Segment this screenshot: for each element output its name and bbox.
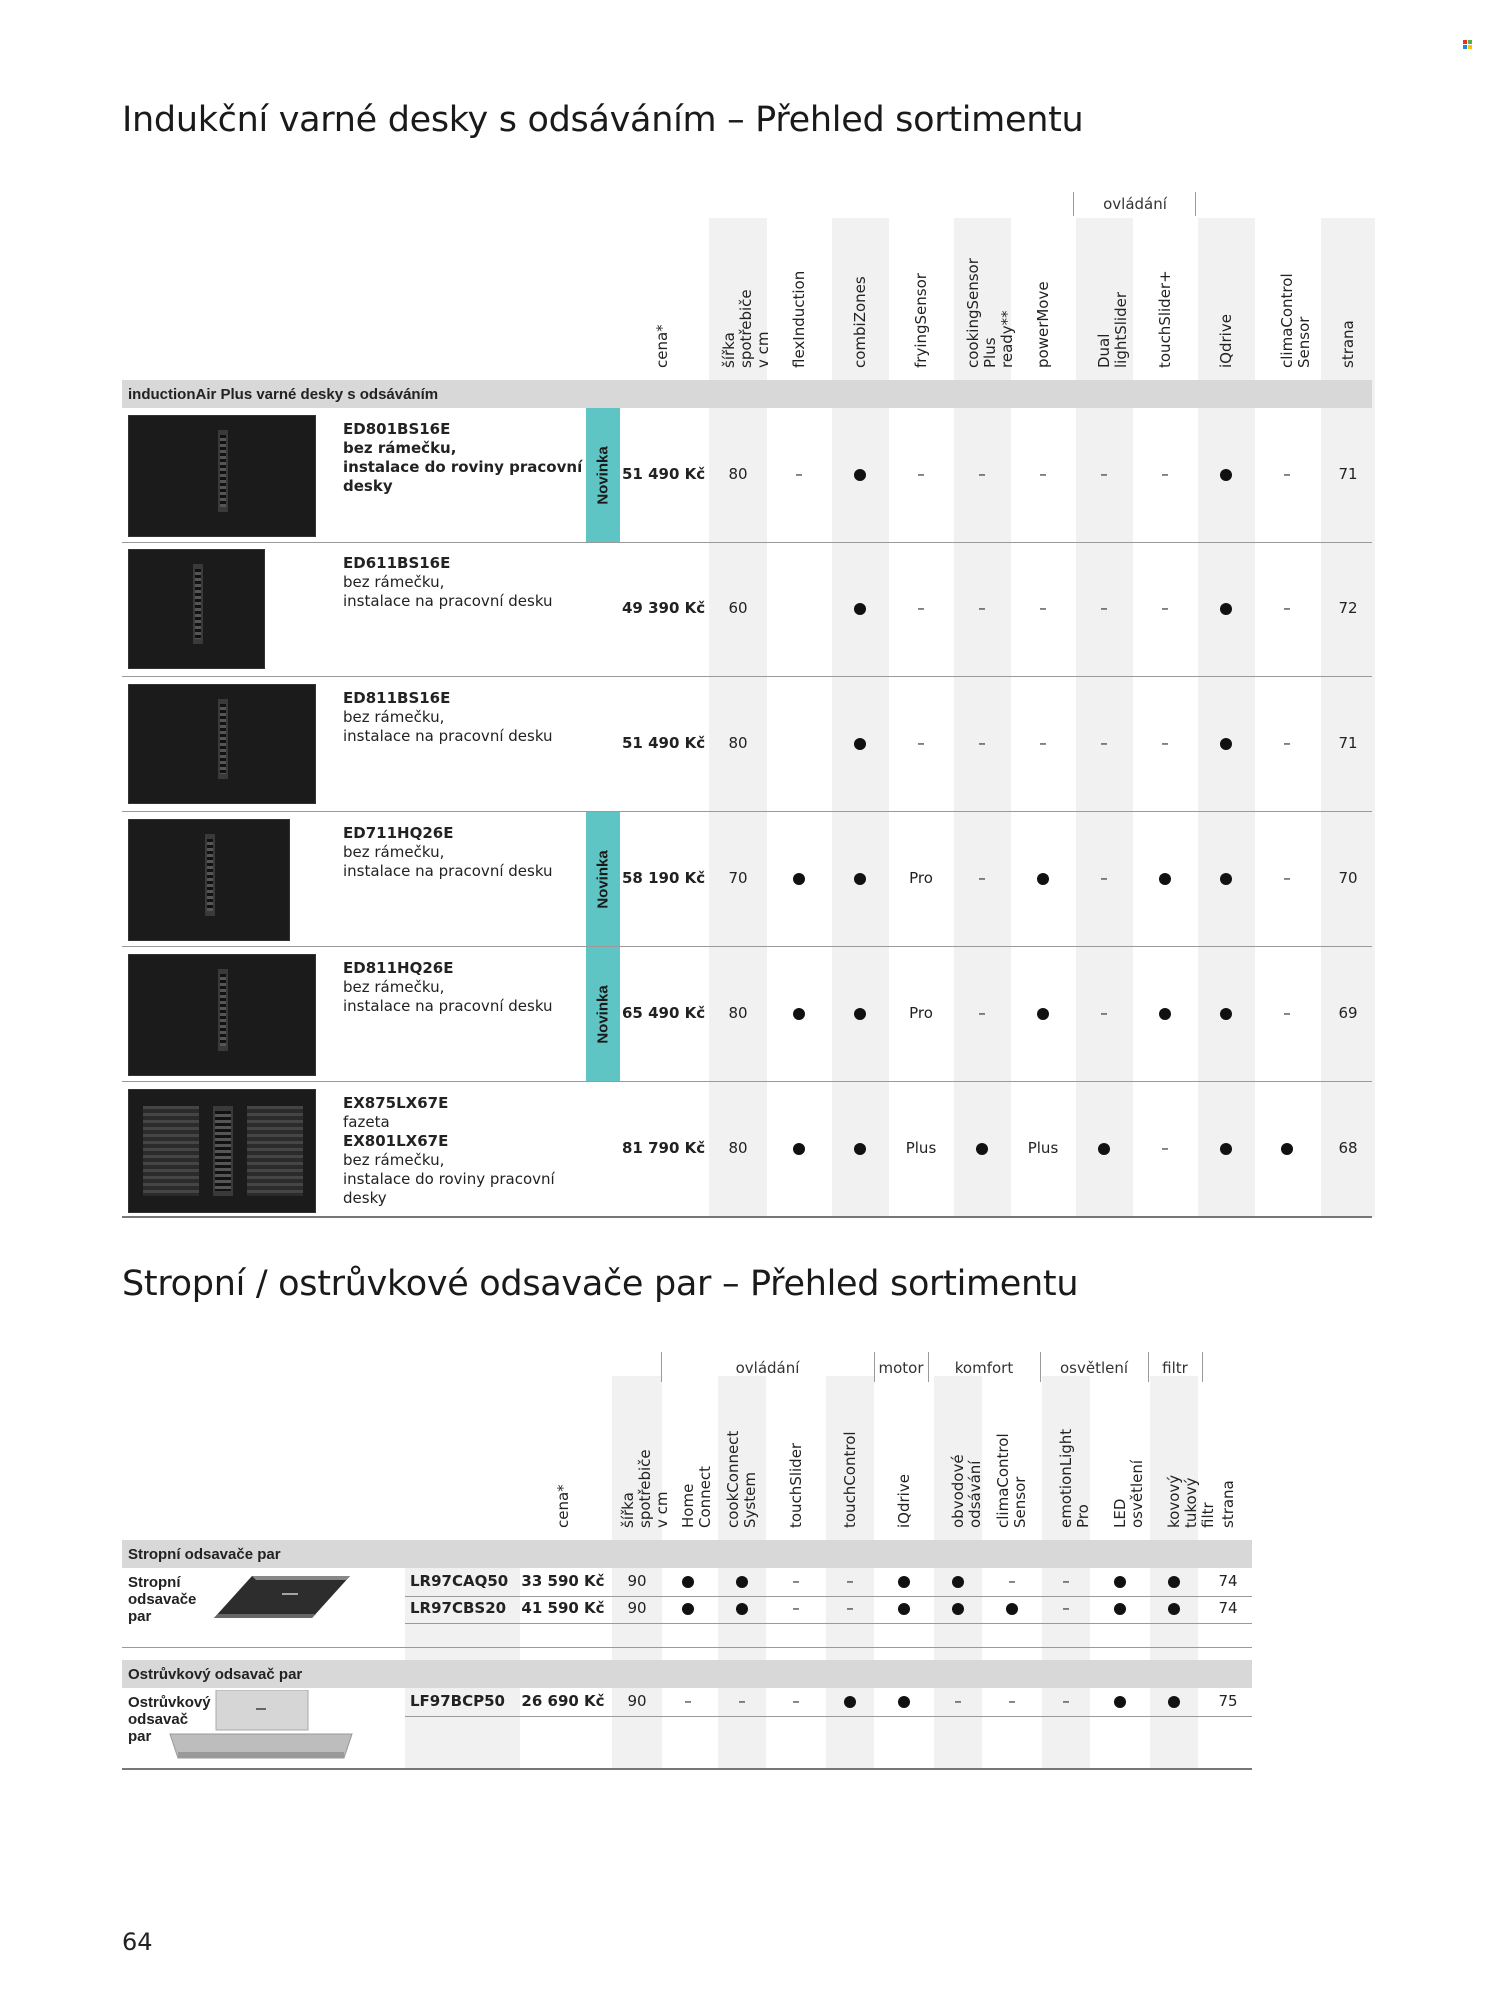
feature-cell	[1095, 1599, 1145, 1619]
description-line: instalace na pracovní desku	[343, 592, 553, 610]
feature-dot-icon	[976, 1143, 988, 1155]
feature-cell: Plus	[905, 1139, 937, 1157]
description-line: bez rámečku,	[343, 1151, 445, 1169]
model-cell: LR97CBS20	[410, 1599, 507, 1617]
feature-cell: –	[1100, 599, 1108, 617]
description-line: bez rámečku,	[343, 978, 445, 996]
column-header-label: obvodové odsávání	[948, 1454, 984, 1528]
column-header-label: cookConnect System	[724, 1430, 759, 1528]
feature-cell: 72	[1338, 599, 1358, 617]
feature-dot-icon	[793, 1008, 805, 1020]
group-label: osvětlení	[1059, 1359, 1129, 1377]
section-bar: Stropní odsavače par	[122, 1540, 1252, 1568]
novinka-label: Novinka	[594, 984, 612, 1044]
feature-dot-icon	[1220, 469, 1232, 481]
feature-dot-icon	[854, 603, 866, 615]
description-line: EX875LX67E	[343, 1094, 449, 1112]
feature-cell	[879, 1572, 929, 1592]
feature-cell	[830, 1139, 890, 1159]
feature-cell	[663, 1572, 713, 1592]
feature-cell: –	[1100, 1004, 1108, 1022]
feature-dot-icon	[898, 1603, 910, 1615]
logo-square-green	[1468, 40, 1472, 44]
feature-dot-icon	[1006, 1603, 1018, 1615]
feature-cell: 68	[1338, 1139, 1358, 1157]
model-cell: LF97BCP50	[410, 1692, 505, 1710]
feature-dot-icon	[793, 1143, 805, 1155]
column-header-label: cena*	[553, 1484, 572, 1528]
section2-title: Stropní / ostrůvkové odsavače par – Přehled sortimentu	[122, 1264, 1079, 1304]
logo-square-yellow	[1468, 45, 1472, 49]
feature-cell: –	[954, 1692, 962, 1710]
product-description	[343, 959, 583, 1016]
feature-dot-icon	[1037, 873, 1049, 885]
description-line: bez rámečku,	[343, 708, 445, 726]
novinka-label: Novinka	[594, 445, 612, 505]
column-header-label: flexInduction	[789, 270, 808, 368]
feature-cell: 71	[1338, 465, 1358, 483]
column-header-label: Home Connect	[678, 1465, 714, 1528]
feature-cell	[1196, 1139, 1256, 1159]
feature-cell: –	[792, 1599, 800, 1617]
column-header-label: touchControl	[840, 1431, 859, 1528]
feature-cell: 71	[1338, 734, 1358, 752]
feature-cell	[1074, 1139, 1134, 1159]
feature-cell: –	[1062, 1572, 1070, 1590]
feature-dot-icon	[793, 873, 805, 885]
feature-cell: –	[978, 734, 986, 752]
feature-cell	[933, 1599, 983, 1619]
feature-cell: –	[846, 1572, 854, 1590]
description-line: instalace na pracovní desku	[343, 997, 553, 1015]
feature-cell: 80	[728, 1139, 748, 1157]
product-group-name: Ostrůvkový odsavač par	[128, 1694, 211, 1745]
group-label-ovladani: ovládání	[1103, 195, 1167, 213]
feature-cell	[830, 465, 890, 485]
feature-dot-icon	[844, 1696, 856, 1708]
feature-cell	[830, 599, 890, 619]
feature-cell: 80	[728, 1004, 748, 1022]
extractor-vent	[218, 699, 228, 779]
feature-cell	[987, 1599, 1037, 1619]
column-header-label: LED osvětlení	[1110, 1459, 1146, 1528]
feature-cell: –	[978, 1004, 986, 1022]
page-number: 64	[122, 1928, 153, 1956]
feature-cell	[825, 1692, 875, 1712]
column-header-label: kovový tukový filtr	[1164, 1474, 1217, 1528]
feature-cell: –	[1100, 869, 1108, 887]
feature-cell: –	[1062, 1692, 1070, 1710]
description-line: bez rámečku,	[343, 573, 445, 591]
feature-cell	[717, 1599, 767, 1619]
column-header-label: strana	[1338, 320, 1357, 368]
feature-cell	[1135, 869, 1195, 889]
column-header-label: climaControl Sensor	[994, 1433, 1029, 1528]
feature-cell	[769, 1004, 829, 1024]
group-label: motor	[878, 1359, 924, 1377]
product-image	[128, 549, 265, 669]
feature-cell: 69	[1338, 1004, 1358, 1022]
group-divider	[1073, 192, 1074, 216]
column-header-label: powerMove	[1033, 281, 1052, 368]
feature-cell	[1149, 1572, 1199, 1592]
feature-dot-icon	[1220, 1143, 1232, 1155]
feature-cell: –	[1100, 465, 1108, 483]
extractor-vent	[193, 564, 203, 644]
feature-cell	[1013, 1004, 1073, 1024]
feature-dot-icon	[1168, 1576, 1180, 1588]
price-cell: 33 590 Kč	[521, 1572, 605, 1590]
feature-cell: 74	[1218, 1572, 1238, 1590]
feature-cell	[1196, 869, 1256, 889]
feature-cell: Plus	[1027, 1139, 1059, 1157]
feature-cell: –	[1161, 1139, 1169, 1157]
feature-cell	[717, 1572, 767, 1592]
extractor-vent	[205, 834, 215, 916]
feature-cell: Pro	[909, 869, 933, 887]
description-line: bez rámečku,	[343, 843, 445, 861]
group-label: filtr	[1162, 1359, 1188, 1377]
description-line: ED801BS16E	[343, 420, 451, 438]
hood-image	[212, 1572, 352, 1622]
column-header-label: Dual lightSlider	[1094, 291, 1130, 368]
feature-cell	[933, 1572, 983, 1592]
description-line: ED711HQ26E	[343, 824, 454, 842]
row-divider	[122, 542, 1372, 543]
row-divider	[405, 1623, 1252, 1624]
feature-cell	[830, 1004, 890, 1024]
feature-cell: –	[978, 465, 986, 483]
group-divider	[1040, 1352, 1041, 1382]
cooking-zone	[143, 1106, 199, 1196]
price-cell: 41 590 Kč	[521, 1599, 605, 1617]
feature-cell	[1257, 1139, 1317, 1159]
feature-cell: –	[1161, 465, 1169, 483]
description-line: ED811BS16E	[343, 689, 451, 707]
feature-cell: 80	[728, 734, 748, 752]
feature-cell	[1149, 1692, 1199, 1712]
product-group-name: Stropní odsavače par	[128, 1574, 197, 1625]
section-bar: inductionAir Plus varné desky s odsáváním	[122, 380, 1372, 408]
block-divider	[122, 1768, 1252, 1770]
feature-cell: –	[917, 465, 925, 483]
feature-cell: –	[1039, 599, 1047, 617]
group-label: ovládání	[735, 1359, 800, 1377]
column-header-label: cena*	[652, 324, 671, 368]
feature-dot-icon	[1168, 1603, 1180, 1615]
feature-cell: 75	[1218, 1692, 1238, 1710]
feature-cell: –	[792, 1572, 800, 1590]
feature-cell: –	[795, 465, 803, 483]
model-cell: LR97CAQ50	[410, 1572, 509, 1590]
section1-title: Indukční varné desky s odsáváním – Přehled sortimentu	[122, 100, 1084, 140]
price-cell: 26 690 Kč	[521, 1692, 605, 1710]
feature-cell	[769, 599, 829, 619]
group-divider	[661, 1352, 662, 1382]
feature-cell	[1013, 869, 1073, 889]
price-cell: 51 490 Kč	[622, 465, 706, 483]
feature-cell	[769, 734, 829, 754]
group-label: komfort	[954, 1359, 1014, 1377]
feature-cell	[830, 734, 890, 754]
price-cell: 65 490 Kč	[622, 1004, 706, 1022]
row-divider	[122, 1081, 1372, 1082]
feature-cell	[1135, 1004, 1195, 1024]
feature-cell: –	[1039, 734, 1047, 752]
feature-dot-icon	[1114, 1696, 1126, 1708]
novinka-badge	[586, 408, 620, 542]
feature-cell: –	[978, 599, 986, 617]
feature-cell	[1149, 1599, 1199, 1619]
ceiling-hood-icon	[212, 1572, 352, 1622]
feature-cell: –	[792, 1692, 800, 1710]
description-line: fazeta	[343, 1113, 390, 1131]
feature-dot-icon	[1281, 1143, 1293, 1155]
extractor-vent	[218, 969, 228, 1051]
description-line: instalace do roviny pracovní desky	[343, 1170, 555, 1207]
feature-cell: –	[917, 599, 925, 617]
feature-cell	[769, 869, 829, 889]
feature-dot-icon	[1220, 873, 1232, 885]
group-divider	[1202, 1352, 1203, 1382]
feature-dot-icon	[854, 738, 866, 750]
column-header-label: combiZones	[850, 276, 869, 368]
row-divider	[122, 946, 1372, 947]
feature-cell	[1095, 1572, 1145, 1592]
column-header-label: iQdrive	[894, 1474, 913, 1528]
column-header-label: touchSlider+	[1155, 270, 1174, 368]
description-line: EX801LX67E	[343, 1132, 449, 1150]
logo-square-blue	[1463, 45, 1467, 49]
column-header-label: iQdrive	[1216, 314, 1235, 368]
description-line: instalace na pracovní desku	[343, 727, 553, 745]
feature-cell: 90	[627, 1572, 647, 1590]
column-header-label: strana	[1218, 1480, 1237, 1528]
feature-dot-icon	[736, 1603, 748, 1615]
feature-dot-icon	[1098, 1143, 1110, 1155]
feature-cell	[952, 1139, 1012, 1159]
feature-dot-icon	[736, 1576, 748, 1588]
feature-dot-icon	[682, 1576, 694, 1588]
feature-cell: 70	[728, 869, 748, 887]
column-header-label: climaControl Sensor	[1277, 273, 1313, 368]
column-header-label: fryingSensor	[911, 273, 930, 368]
feature-dot-icon	[898, 1576, 910, 1588]
price-cell: 58 190 Kč	[622, 869, 706, 887]
feature-dot-icon	[682, 1603, 694, 1615]
feature-cell: Pro	[909, 1004, 933, 1022]
feature-dot-icon	[1159, 1008, 1171, 1020]
description-line: instalace na pracovní desku	[343, 862, 553, 880]
feature-cell: –	[1283, 869, 1291, 887]
novinka-label: Novinka	[594, 849, 612, 909]
column-header-label: šířka spotřebiče v cm	[619, 1449, 671, 1528]
extractor-vent	[213, 1106, 233, 1196]
feature-cell	[1196, 1004, 1256, 1024]
island-hood-icon	[166, 1690, 356, 1762]
feature-dot-icon	[854, 1143, 866, 1155]
group-divider	[1148, 1352, 1149, 1382]
feature-cell: –	[684, 1692, 692, 1710]
product-image	[128, 954, 316, 1076]
feature-cell: –	[1283, 1004, 1291, 1022]
feature-cell	[663, 1599, 713, 1619]
product-image	[128, 415, 316, 537]
feature-dot-icon	[1220, 738, 1232, 750]
novinka-badge	[586, 947, 620, 1081]
feature-cell: –	[978, 869, 986, 887]
row-divider	[122, 1216, 1372, 1218]
feature-cell	[830, 869, 890, 889]
feature-dot-icon	[1220, 603, 1232, 615]
product-image	[128, 684, 316, 804]
section-bar: Ostrůvkový odsavač par	[122, 1660, 1252, 1688]
feature-cell: 60	[728, 599, 748, 617]
row-divider	[405, 1716, 1252, 1717]
feature-cell: –	[1008, 1572, 1016, 1590]
column-header-label: emotionLight Pro	[1056, 1428, 1092, 1528]
feature-cell	[879, 1692, 929, 1712]
price-cell: 81 790 Kč	[622, 1139, 706, 1157]
product-image	[128, 1089, 316, 1213]
brand-logo-icon	[1463, 40, 1472, 49]
feature-cell: –	[738, 1692, 746, 1710]
block-divider	[122, 1647, 1252, 1648]
description-line: ED611BS16E	[343, 554, 451, 572]
feature-cell: 90	[627, 1599, 647, 1617]
feature-cell	[1196, 734, 1256, 754]
novinka-badge	[586, 812, 620, 946]
feature-cell: 90	[627, 1692, 647, 1710]
row-divider	[122, 811, 1372, 812]
column-header-label: cookingSensor Plus ready**	[964, 258, 1016, 368]
row-divider	[122, 676, 1372, 677]
column-header-label: touchSlider	[786, 1442, 805, 1528]
feature-dot-icon	[854, 873, 866, 885]
product-description	[343, 554, 583, 611]
description-line: instalace do roviny pracovní	[343, 458, 583, 476]
column-header-label: šířka spotřebiče v cm	[720, 289, 772, 368]
hood-image	[166, 1690, 356, 1762]
feature-dot-icon	[1114, 1603, 1126, 1615]
feature-cell: –	[1062, 1599, 1070, 1617]
feature-dot-icon	[1168, 1696, 1180, 1708]
logo-square-red	[1463, 40, 1467, 44]
group-divider	[928, 1352, 929, 1382]
description-line: bez rámečku,	[343, 439, 457, 457]
product-image	[128, 819, 290, 941]
product-description	[343, 1094, 583, 1208]
feature-cell	[1196, 599, 1256, 619]
price-cell: 51 490 Kč	[622, 734, 706, 752]
feature-cell: –	[1161, 734, 1169, 752]
description-line: ED811HQ26E	[343, 959, 454, 977]
extractor-vent	[218, 430, 228, 512]
feature-dot-icon	[1114, 1576, 1126, 1588]
feature-dot-icon	[854, 469, 866, 481]
feature-cell: –	[1039, 465, 1047, 483]
price-cell: 49 390 Kč	[622, 599, 706, 617]
feature-cell	[1196, 465, 1256, 485]
description-line: desky	[343, 477, 393, 495]
feature-cell: –	[1161, 599, 1169, 617]
row-divider	[405, 1596, 1252, 1597]
feature-dot-icon	[898, 1696, 910, 1708]
feature-cell	[769, 1139, 829, 1159]
feature-dot-icon	[1159, 873, 1171, 885]
group-divider	[1195, 192, 1196, 216]
feature-cell: –	[1100, 734, 1108, 752]
feature-cell	[1095, 1692, 1145, 1712]
feature-dot-icon	[854, 1008, 866, 1020]
feature-cell: –	[1283, 599, 1291, 617]
feature-cell: 70	[1338, 869, 1358, 887]
feature-cell: 80	[728, 465, 748, 483]
feature-cell: –	[1283, 734, 1291, 752]
cooking-zone	[247, 1106, 303, 1196]
feature-cell: –	[1008, 1692, 1016, 1710]
feature-dot-icon	[952, 1576, 964, 1588]
feature-cell: –	[1283, 465, 1291, 483]
product-description	[343, 420, 583, 496]
feature-cell: –	[917, 734, 925, 752]
product-description	[343, 824, 583, 881]
feature-dot-icon	[1220, 1008, 1232, 1020]
group-divider	[874, 1352, 875, 1382]
feature-cell: 74	[1218, 1599, 1238, 1617]
feature-dot-icon	[1037, 1008, 1049, 1020]
feature-cell	[879, 1599, 929, 1619]
feature-cell: –	[846, 1599, 854, 1617]
feature-dot-icon	[952, 1603, 964, 1615]
product-description	[343, 689, 583, 746]
